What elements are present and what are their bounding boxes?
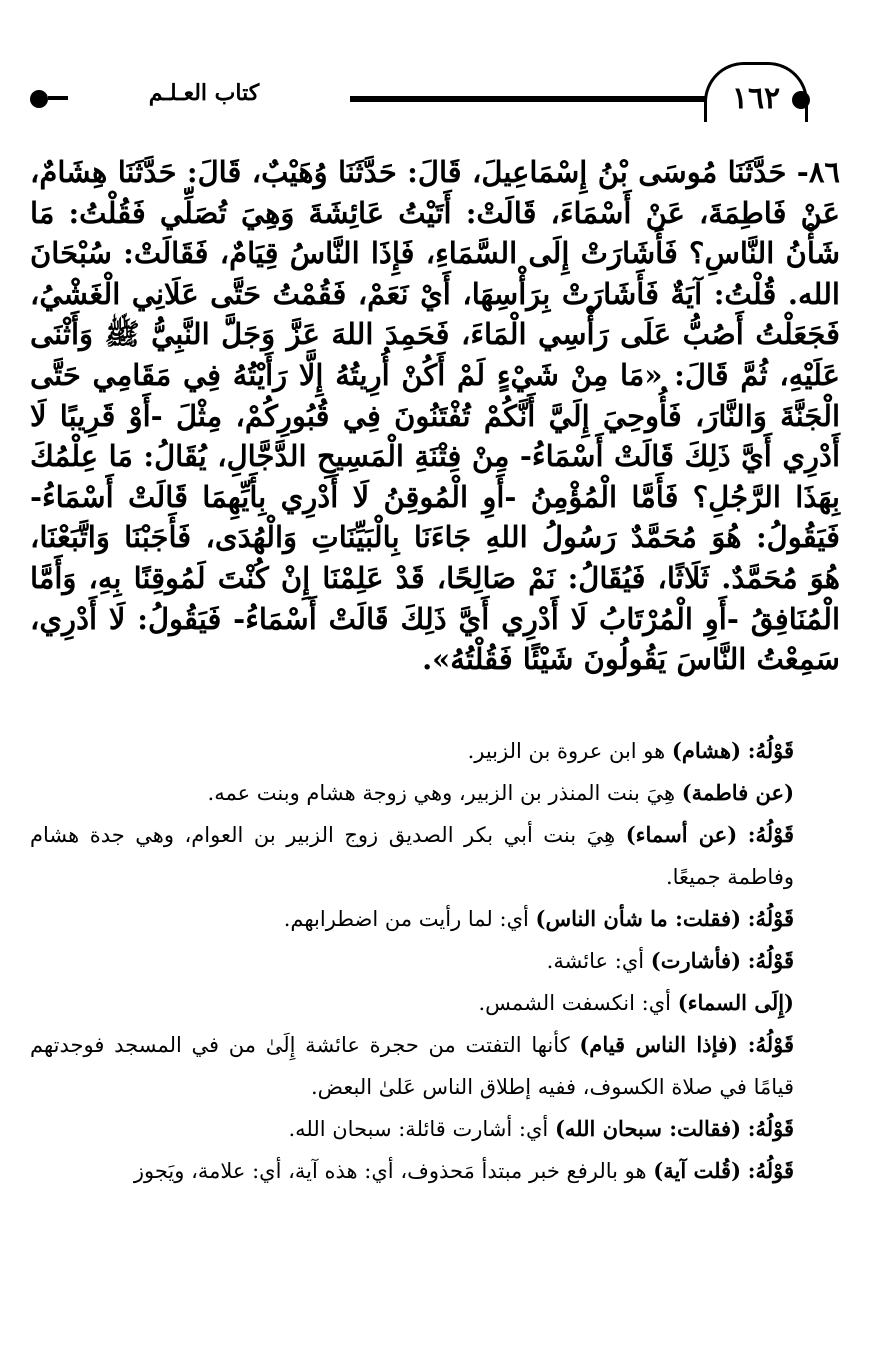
commentary-text: هو ابن عروة بن الزبير. (467, 739, 666, 763)
page-number: ١٦٢ (731, 81, 781, 116)
page-number-frame (704, 62, 808, 122)
commentary-keyword: (هشام) (671, 738, 742, 763)
commentary-lead: قَوْلُهُ: (747, 738, 794, 763)
commentary-text: أي: انكسفت الشمس. (478, 991, 671, 1015)
commentary-text: أي: لما رأيت من اضطرابهم. (283, 907, 529, 931)
commentary-keyword: (فقالت: سبحان الله) (554, 1116, 742, 1141)
commentary-line (30, 1150, 840, 1192)
commentary-lead: قَوْلُهُ: (747, 1158, 794, 1183)
commentary-line (30, 730, 840, 772)
commentary-keyword: (عن فاطمة) (681, 780, 794, 805)
commentary-text: هِيَ بنت المنذر بن الزبير، وهي زوجة هشام وبنت عمه. (207, 781, 676, 805)
hadith-text: ٨٦- حَدَّثَنَا مُوسَى بْنُ إِسْمَاعِيلَ، قَالَ: حَدَّثَنَا وُهَيْبٌ، قَالَ: حَدَّثَنَا هِشَامٌ، عَنْ فَاطِمَةَ، عَنْ أَسْمَاءَ، قَالَتْ: أَتَيْتُ عَائِشَةَ وَهِيَ تُصَلِّي فَقُلْتُ: مَا شَأْنُ النَّاسِ؟ فَأَشَارَتْ إِلَى السَّمَاءِ، فَإِذَا النَّاسُ قِيَامٌ، فَقَالَتْ: سُبْحَانَ الله. قُلْتُ: آيَةٌ فَأَشَارَتْ بِرَأْسِهَا، أَيْ نَعَمْ، فَقُمْتُ حَتَّى عَلَانِي الْغَشْيُ، فَجَعَلْتُ أَصُبُّ عَلَى رَأْسِي الْمَاءَ، فَحَمِدَ اللهَ عَزَّ وَجَلَّ النَّبِيُّ ﷺ وَأَثْنَى عَلَيْهِ، ثُمَّ قَالَ: «مَا مِنْ شَيْءٍ لَمْ أَكُنْ أُرِيتُهُ إِلَّا رَأَيْتُهُ فِي مَقَامِي حَتَّى الْجَنَّةَ وَالنَّارَ، فَأُوحِيَ إِلَيَّ أَنَّكُمْ تُفْتَنُونَ فِي قُبُورِكُمْ، مِثْلَ -أَوْ قَرِيبًا لَا أَدْرِي أَيَّ ذَلِكَ قَالَتْ أَسْمَاءُ- مِنْ فِتْنَةِ الْمَسِيحِ الدَّجَّالِ، يُقَالُ: مَا عِلْمُكَ بِهَذَا الرَّجُلِ؟ فَأَمَّا الْمُؤْمِنُ -أَوِ الْمُوقِنُ لَا أَدْرِي بِأَيِّهِمَا قَالَتْ أَسْمَاءُ- فَيَقُولُ: هُوَ مُحَمَّدٌ رَسُولُ اللهِ جَاءَنَا بِالْبَيِّنَاتِ وَالْهُدَى، فَأَجَبْنَا وَاتَّبَعْنَا، هُوَ مُحَمَّدٌ. ثَلَاثًا، فَيُقَالُ: نَمْ صَالِحًا، قَدْ عَلِمْنَا إِنْ كُنْتَ لَمُوقِنًا بِهِ، وَأَمَّا الْمُنَافِقُ -أَوِ الْمُرْتَابُ لَا أَدْرِي أَيَّ ذَلِكَ قَالَتْ أَسْمَاءُ- فَيَقُولُ: لَا أَدْرِي، سَمِعْتُ النَّاسَ يَقُولُونَ شَيْئًا فَقُلْتُهُ». (30, 155, 840, 677)
commentary-lead: قَوْلُهُ: (747, 948, 794, 973)
commentary-keyword: (فقلت: ما شأن الناس) (535, 906, 742, 931)
commentary-line (30, 772, 840, 814)
commentary-keyword: (قُلت آية) (653, 1158, 742, 1183)
ornament-dot-right (792, 91, 810, 109)
commentary-line (30, 898, 840, 940)
commentary-lead: قَوْلُهُ: (747, 1032, 794, 1057)
commentary-lead: قَوْلُهُ: (747, 1116, 794, 1141)
commentary-lead: قَوْلُهُ: (747, 822, 794, 847)
commentary (30, 730, 840, 1192)
commentary-line (30, 982, 840, 1024)
commentary-keyword: (عن أسماء) (625, 822, 738, 847)
commentary-text: أي: أشارت قائلة: سبحان الله. (288, 1117, 549, 1141)
ornament-dot-left (30, 90, 48, 108)
page-header (28, 58, 848, 138)
commentary-text: كأنها التفتت من حجرة عائشة إِلَىٰ من في المسجد فوجدتهم قيامًا في صلاة الكسوف، ففيه إطلاق الناس عَلىٰ البعض. (30, 1033, 794, 1099)
header-rule (350, 96, 734, 102)
commentary-line (30, 1024, 840, 1108)
commentary-line (30, 814, 840, 898)
commentary-text: هو بالرفع خبر مبتدأ مَحذوف، أي: هذه آية، أي: علامة، ويَجوز (133, 1159, 647, 1183)
commentary-keyword: (فإذا الناس قيام) (579, 1032, 738, 1057)
commentary-line (30, 940, 840, 982)
commentary-lead: قَوْلُهُ: (747, 906, 794, 931)
commentary-line (30, 1108, 840, 1150)
book-title: كتاب العـلـم (148, 80, 260, 106)
commentary-text: هِيَ بنت أبي بكر الصديق زوج الزبير بن العوام، وهي جدة هشام وفاطمة جميعًا. (30, 823, 794, 889)
header-rule-left (48, 96, 68, 100)
commentary-keyword: (فأشارت) (650, 948, 742, 973)
commentary-keyword: (إِلَى السماء) (677, 990, 794, 1015)
commentary-text: أي: عائشة. (546, 949, 645, 973)
